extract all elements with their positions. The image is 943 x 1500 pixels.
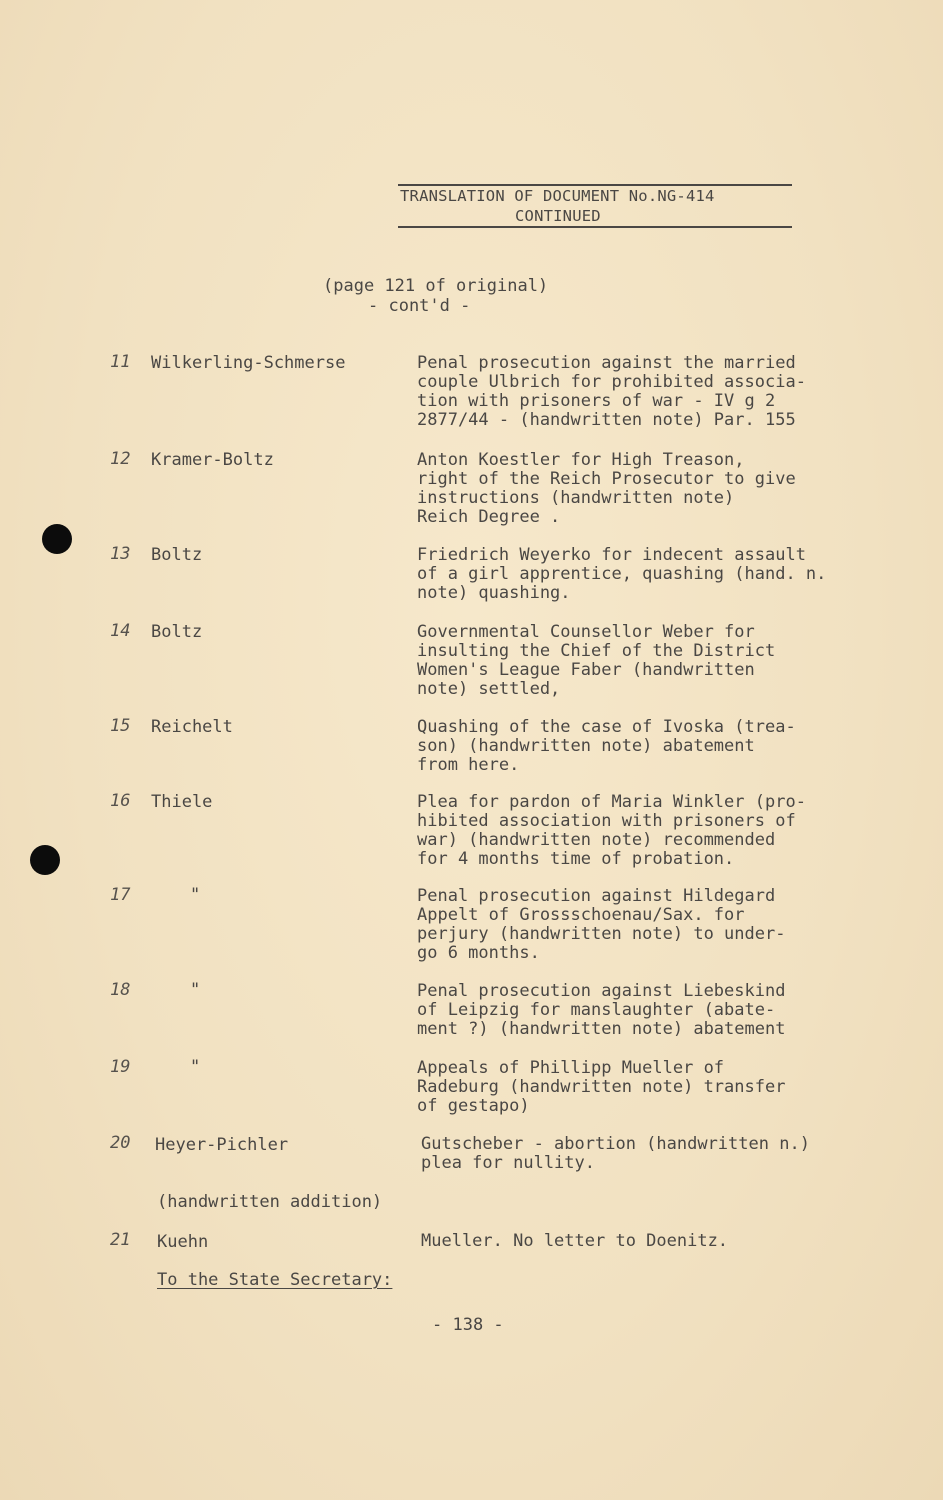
page-number: - 138 - [432,1315,504,1335]
entry-number: 14 [110,621,131,641]
entry-number: 19 [110,1057,131,1077]
entry-number: 17 [110,885,131,905]
entry-name: Boltz [151,545,203,565]
entry-name: Wilkerling-Schmerse [151,353,346,373]
entry-number: 16 [110,791,131,811]
entry-name: Reichelt [151,717,233,737]
entry-name: Heyer-Pichler [155,1135,289,1155]
page-reference-line1: (page 121 of original) [323,276,549,296]
punch-hole-bottom [30,845,60,875]
page-reference-line2: - cont'd - [368,296,471,316]
entry-description: Mueller. No letter to Doenitz. [421,1231,729,1251]
entry-number: 20 [110,1133,131,1153]
header-subtitle: CONTINUED [515,207,601,225]
entry-number: 12 [110,449,131,469]
entry-number: 15 [110,716,131,736]
page-reference [323,276,548,316]
entry-number: 11 [110,352,131,372]
to-state-secretary: To the State Secretary: [157,1270,393,1290]
entry-description: Penal prosecution against Hildegard Appelt of Grossschoenau/Sax. for perjury (handwritten note) to under- go 6 months. [417,886,786,963]
entry-description: Penal prosecution against Liebeskind of Leipzig for manslaughter (abate- ment ?) (handwritten note) abatement [417,981,786,1039]
document-header [398,184,792,228]
entry-name: Kuehn [157,1232,209,1252]
entry-name-ditto: " [190,885,201,905]
entry-description: Quashing of the case of Ivoska (trea- son) (handwritten note) abatement from here. [417,717,796,775]
entry-description: Gutscheber - abortion (handwritten n.) plea for nullity. [421,1134,810,1173]
entry-number: 21 [110,1230,131,1250]
entry-name: Thiele [151,792,213,812]
entry-description: Penal prosecution against the married couple Ulbrich for prohibited associa- tion with prisoners of war - IV g 2 2877/44 - (handwritten note) Par. 155 [417,353,806,430]
entry-description: Anton Koestler for High Treason, right of the Reich Prosecutor to give instructions (handwritten note) Reich Degree . [417,450,796,527]
entry-description: Plea for pardon of Maria Winkler (pro- hibited association with prisoners of war) (handwritten note) recommended for 4 months time of probation. [417,792,806,869]
entry-description: Friedrich Weyerko for indecent assault of a girl apprentice, quashing (hand. n. note) quashing. [417,545,827,603]
header-bottom-rule [398,226,792,228]
handwritten-addition-label: (handwritten addition) [157,1192,383,1212]
entry-number: 13 [110,544,131,564]
entry-name-ditto: " [190,980,201,1000]
entry-description: Governmental Counsellor Weber for insulting the Chief of the District Women's League Faber (handwritten note) settled, [417,622,776,699]
entry-name: Boltz [151,622,203,642]
entry-number: 18 [110,980,131,1000]
entry-description: Appeals of Phillipp Mueller of Radeburg (handwritten note) transfer of gestapo) [417,1058,786,1116]
entry-name-ditto: " [190,1057,201,1077]
header-title: TRANSLATION OF DOCUMENT No.NG-414 [400,187,715,205]
entry-name: Kramer-Boltz [151,450,274,470]
punch-hole-top [42,524,72,554]
